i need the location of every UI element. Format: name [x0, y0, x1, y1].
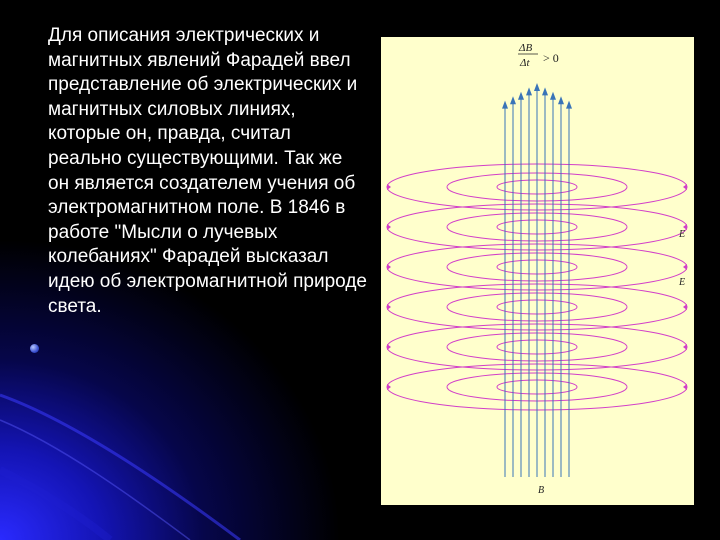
field-line-arrowhead: [550, 92, 556, 100]
field-line-arrowhead: [542, 87, 548, 95]
ring-arrowhead: [683, 384, 687, 390]
magnetic-field-lines: [502, 83, 572, 477]
ring-arrowhead: [387, 344, 391, 350]
formula-numerator: ΔB: [519, 42, 533, 54]
field-line-arrowhead: [566, 101, 572, 109]
ring-arrowhead: [387, 184, 391, 190]
bullet-point: [30, 344, 39, 353]
ring-arrowhead: [387, 224, 391, 230]
ring-arrowhead: [387, 384, 391, 390]
electromagnetic-field-diagram: [381, 37, 694, 505]
ring-arrowhead: [387, 264, 391, 270]
field-line-arrowhead: [510, 96, 516, 104]
e-vector-label-1: E: [679, 229, 686, 240]
ring-arrowhead: [683, 304, 687, 310]
field-line-arrowhead: [518, 92, 524, 100]
field-line-arrowhead: [534, 83, 540, 91]
formula-denominator: Δt: [520, 57, 530, 69]
ring-arrowhead: [683, 264, 687, 270]
formula: [518, 42, 559, 69]
field-line-arrowhead: [502, 101, 508, 109]
field-line-arrowhead: [558, 96, 564, 104]
b-vector-label: B: [538, 485, 545, 496]
formula-relation: > 0: [543, 51, 559, 65]
ring-arrowhead: [683, 344, 687, 350]
ring-arrowhead: [387, 304, 391, 310]
field-line-arrowhead: [526, 87, 532, 95]
e-vector-label-2: E: [679, 277, 686, 288]
body-text: Для описания электрических и магнитных явлений Фарадей ввел представление об электрических и магнитных силовых линиях, которые он, правда, считал реально существующими. Так же он является создателем учения об электромагнитном поле. В 1846 в работе "Мысли о лучевых колебаниях" Фарадей высказал идею об электромагнитной природе света.: [48, 25, 367, 317]
ring-arrowhead: [683, 184, 687, 190]
